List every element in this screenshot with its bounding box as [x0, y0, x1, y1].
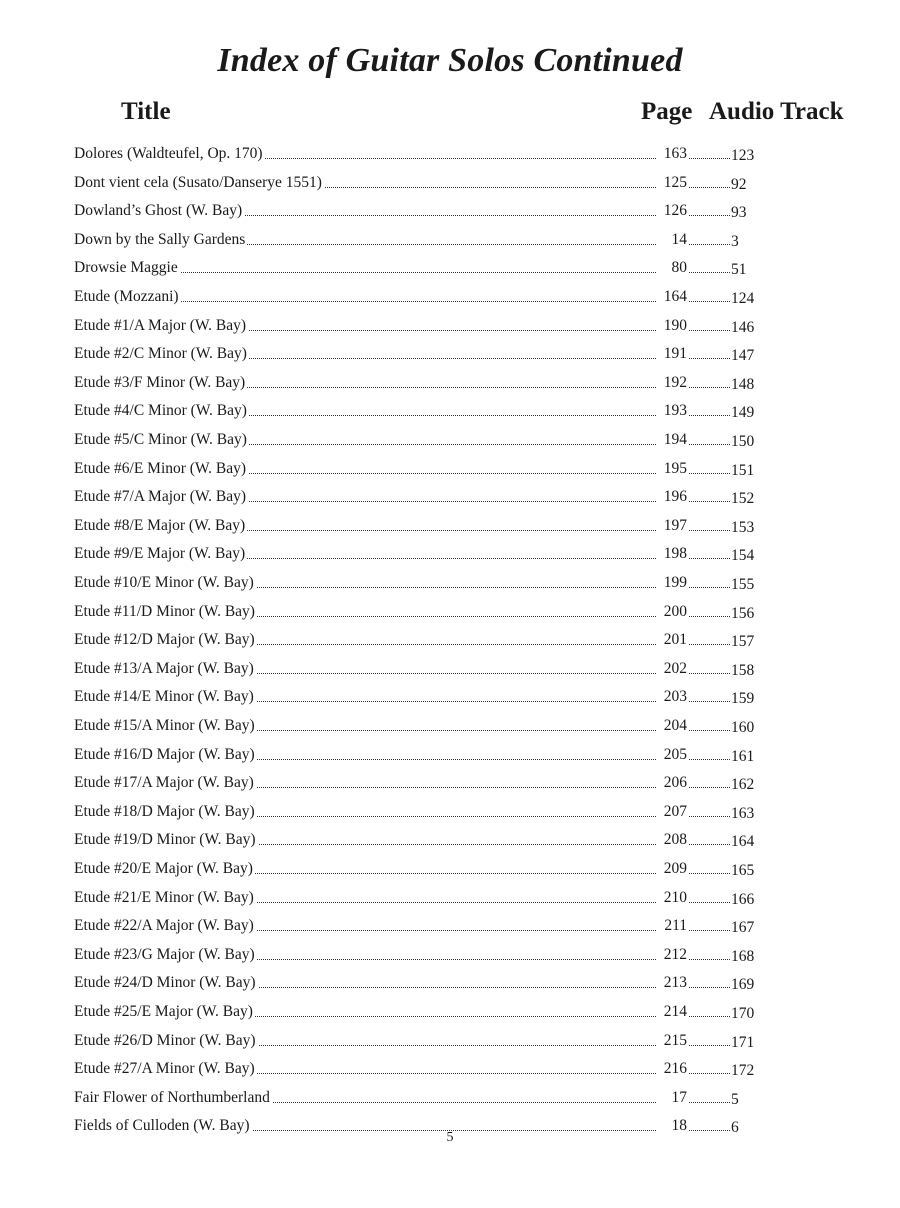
entry-page: 201: [663, 631, 687, 649]
entry-title: Etude #9/E Major (W. Bay): [74, 543, 247, 565]
page-number: 5: [446, 1130, 454, 1145]
entry-title: Etude #26/D Minor (W. Bay): [74, 1030, 258, 1052]
dot-leader: [689, 244, 730, 245]
entry-title: Etude #24/D Minor (W. Bay): [74, 972, 258, 994]
entry-page: 211: [664, 917, 687, 935]
dot-leader: [689, 959, 730, 960]
dot-leader: [689, 673, 730, 674]
entry-title: Etude #11/D Minor (W. Bay): [74, 601, 257, 623]
entry-page: 195: [663, 459, 687, 477]
entry-title: Etude #16/D Major (W. Bay): [74, 744, 257, 766]
entry-title: Etude #21/E Minor (W. Bay): [74, 887, 256, 909]
entry-title: Dowland’s Ghost (W. Bay): [74, 200, 244, 222]
entry-title: Etude #2/C Minor (W. Bay): [74, 343, 249, 365]
dot-leader: [689, 701, 730, 702]
entry-page: 125: [663, 173, 687, 191]
entry-page: 197: [663, 516, 687, 534]
column-header-page: Page: [641, 98, 693, 125]
entry-audio-track: 171: [731, 1033, 755, 1051]
entry-audio-track: 161: [731, 747, 755, 765]
entry-audio-track: 162: [731, 776, 755, 794]
column-header-title: Title: [121, 98, 171, 125]
entry-page: 203: [663, 688, 687, 706]
dot-leader: [689, 873, 730, 874]
entry-page: 126: [663, 202, 687, 220]
entry-title: Etude #23/G Major (W. Bay): [74, 944, 257, 966]
dot-leader: [689, 1045, 730, 1046]
entry-page: 208: [663, 831, 687, 849]
dot-leader: [689, 272, 730, 273]
entry-audio-track: 150: [731, 433, 755, 450]
entry-page: 207: [663, 802, 687, 820]
entry-audio-track: 124: [731, 290, 755, 307]
entry-title: Etude #5/C Minor (W. Bay): [74, 429, 249, 451]
dot-leader: [689, 301, 730, 302]
entry-page: 14: [671, 230, 687, 248]
entry-audio-track: 151: [731, 461, 755, 479]
dot-leader: [689, 1016, 730, 1017]
entry-audio-track: 168: [731, 947, 755, 965]
entry-audio-track: 167: [731, 919, 755, 937]
entry-audio-track: 146: [731, 318, 755, 336]
entry-title: Etude #17/A Major (W. Bay): [74, 772, 256, 794]
entry-title: Etude #18/D Major (W. Bay): [74, 801, 257, 823]
entry-audio-track: 148: [731, 375, 755, 393]
dot-leader: [689, 644, 730, 645]
dot-leader: [689, 473, 730, 474]
entry-audio-track: 156: [731, 604, 755, 622]
entry-audio-track: 92: [731, 175, 747, 193]
entry-title: Etude #7/A Major (W. Bay): [74, 486, 248, 508]
entry-page: 190: [663, 316, 687, 334]
dot-leader: [689, 787, 730, 788]
entry-page: 80: [671, 259, 687, 277]
entry-title: Etude (Mozzani): [74, 286, 181, 308]
entry-title: Dont vient cela (Susato/Danserye 1551): [74, 172, 324, 194]
entry-title: Etude #8/E Major (W. Bay): [74, 515, 247, 537]
dot-leader: [689, 616, 730, 617]
entry-audio-track: 155: [731, 576, 755, 593]
dot-leader: [689, 158, 730, 159]
entry-page: 212: [663, 945, 687, 963]
entry-page: 200: [663, 602, 687, 620]
entry-page: 196: [663, 488, 687, 506]
dot-leader: [689, 558, 730, 559]
entry-page: 199: [663, 574, 687, 591]
dot-leader: [689, 816, 730, 817]
entry-page: 204: [663, 717, 687, 734]
entry-title: Etude #15/A Minor (W. Bay): [74, 715, 257, 737]
entry-audio-track: 170: [731, 1005, 755, 1022]
dot-leader: [689, 530, 730, 531]
entry-page: 198: [663, 545, 687, 563]
dot-leader: [689, 587, 730, 588]
entry-title: Etude #14/E Minor (W. Bay): [74, 686, 256, 708]
entry-audio-track: 149: [731, 404, 755, 422]
dot-leader: [689, 930, 730, 931]
entry-page: 206: [663, 774, 687, 792]
entry-page: 194: [663, 431, 687, 448]
entry-title: Etude #12/D Major (W. Bay): [74, 629, 257, 651]
entry-page: 214: [663, 1003, 687, 1020]
entry-audio-track: 153: [731, 518, 755, 536]
dot-leader: [689, 1073, 730, 1074]
dot-leader: [689, 415, 730, 416]
entry-audio-track: 154: [731, 547, 755, 565]
entry-page: 17: [671, 1088, 687, 1106]
page-title: Index of Guitar Solos Continued: [217, 42, 683, 79]
entry-audio-track: 160: [731, 719, 755, 736]
entry-page: 18: [671, 1117, 687, 1135]
entry-page: 202: [663, 659, 687, 677]
dot-leader: [689, 1102, 730, 1103]
dot-leader: [689, 902, 730, 903]
entry-page: 193: [663, 402, 687, 420]
entry-title: Down by the Sally Gardens: [74, 229, 247, 251]
dot-leader: [689, 444, 730, 445]
entry-title: Etude #19/D Minor (W. Bay): [74, 829, 258, 851]
entry-audio-track: 5: [731, 1090, 739, 1108]
entry-audio-track: 169: [731, 976, 755, 994]
dot-leader: [689, 387, 730, 388]
entry-audio-track: 166: [731, 890, 755, 908]
entry-title: Etude #25/E Major (W. Bay): [74, 1001, 255, 1023]
entry-page: 213: [663, 974, 687, 992]
entry-title: Dolores (Waldteufel, Op. 170): [74, 143, 265, 165]
entry-title: Etude #20/E Major (W. Bay): [74, 858, 255, 880]
dot-leader: [689, 187, 730, 188]
entry-title: Etude #4/C Minor (W. Bay): [74, 400, 249, 422]
entry-page: 191: [663, 345, 687, 363]
entry-title: Etude #22/A Major (W. Bay): [74, 915, 256, 937]
entry-page: 216: [663, 1060, 687, 1078]
dot-leader: [689, 987, 730, 988]
entry-page: 192: [663, 373, 687, 391]
entry-audio-track: 51: [731, 261, 747, 279]
entry-audio-track: 93: [731, 204, 747, 222]
entry-audio-track: 172: [731, 1062, 755, 1080]
entry-title: Etude #3/F Minor (W. Bay): [74, 372, 247, 394]
entry-title: Etude #6/E Minor (W. Bay): [74, 458, 248, 480]
entry-audio-track: 147: [731, 347, 755, 365]
entry-audio-track: 164: [731, 833, 755, 851]
entry-audio-track: 157: [731, 633, 755, 651]
dot-leader: [689, 501, 730, 502]
column-header-audio-track: Audio Track: [709, 98, 844, 125]
entry-audio-track: 152: [731, 490, 755, 508]
entry-audio-track: 6: [731, 1119, 739, 1137]
entry-title: Drowsie Maggie: [74, 257, 180, 279]
entry-title: Etude #13/A Major (W. Bay): [74, 658, 256, 680]
entry-title: Etude #1/A Major (W. Bay): [74, 315, 248, 337]
entry-audio-track: 158: [731, 661, 755, 679]
entry-page: 210: [663, 888, 687, 906]
entry-audio-track: 165: [731, 862, 755, 879]
entry-page: 205: [663, 745, 687, 763]
entry-title: Etude #10/E Minor (W. Bay): [74, 572, 256, 594]
entry-title: Fields of Culloden (W. Bay): [74, 1115, 252, 1137]
entry-audio-track: 163: [731, 804, 755, 822]
dot-leader: [689, 330, 730, 331]
entry-audio-track: 123: [731, 147, 755, 164]
entry-audio-track: 3: [731, 232, 739, 250]
entry-title: Etude #27/A Minor (W. Bay): [74, 1058, 257, 1080]
dot-leader: [689, 844, 730, 845]
dot-leader: [689, 215, 730, 216]
entry-audio-track: 159: [731, 690, 755, 708]
entry-page: 163: [663, 145, 687, 162]
entry-page: 164: [663, 288, 687, 305]
entry-page: 209: [663, 860, 687, 877]
dot-leader: [689, 730, 730, 731]
dot-leader: [689, 358, 730, 359]
entry-title: Fair Flower of Northumberland: [74, 1087, 272, 1109]
dot-leader: [689, 759, 730, 760]
entry-page: 215: [663, 1031, 687, 1049]
